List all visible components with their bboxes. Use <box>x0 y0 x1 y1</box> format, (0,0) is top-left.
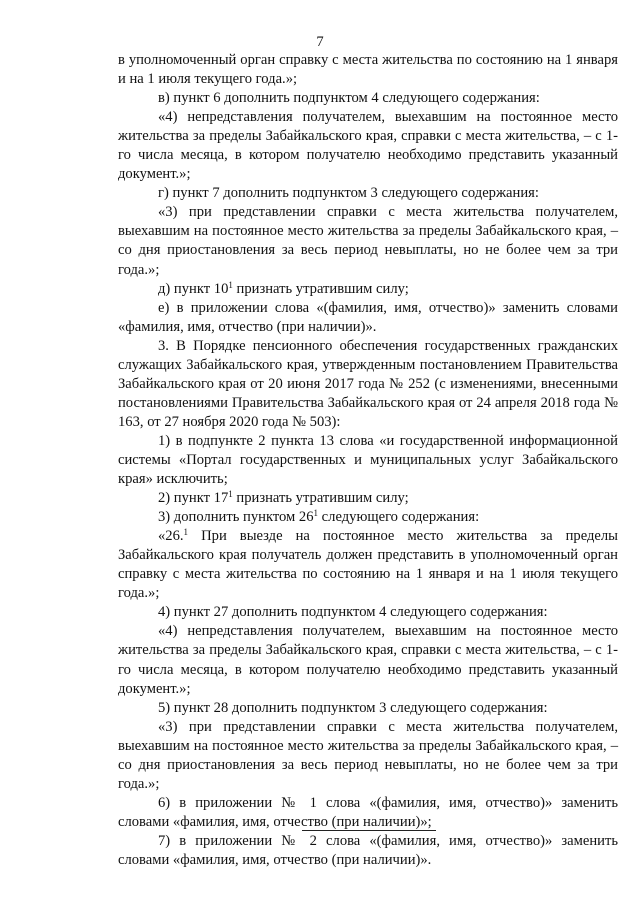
paragraph-text-post: признать утратившим силу; <box>232 490 409 507</box>
paragraph-text-pre: 3) дополнить пунктом 26 <box>158 509 314 526</box>
paragraph-section-3: 3. В Порядке пенсионного обеспечения государственных гражданских служащих Забайкальского края, утвержденным постановлением Правительства Забайкальского края от 20 июня 2017 года № 252 (с изменениями, внесенными постановлениями Правительства Забайкальского края от 24 апреля 2018 года № 163, от 27 ноября 2020 года № 503): <box>118 337 618 430</box>
paragraph-item-4: 4) пункт 27 дополнить подпунктом 4 следующего содержания: <box>158 604 548 621</box>
end-divider-line <box>302 830 436 831</box>
paragraph-item-2 <box>118 489 618 508</box>
paragraph-text-post: При выезде на постоянное место жительства за пределы Забайкальского края получатель должен представить в уполномоченный орган справку с места жительства по состоянию на 1 января и на 1 июля текущего года.»; <box>118 528 618 602</box>
paragraph-text-pre: «26. <box>158 528 184 545</box>
paragraph-point-26-1-text <box>118 527 618 603</box>
paragraph-text-post: следующего содержания: <box>318 509 480 526</box>
superscript: 1 <box>228 279 233 290</box>
document-body <box>118 51 618 870</box>
paragraph-item-3 <box>118 508 618 527</box>
paragraph-subpoint-3-text: «3) при представлении справки с места жительства получателем, выехавшим на постоянное место жительства за пределы Забайкальского края, – со дня приостановления за весь период невыплаты, но не более чем за три года.»; <box>118 204 618 278</box>
superscript: 1 <box>183 527 189 538</box>
paragraph-text-pre: 2) пункт 17 <box>158 490 229 507</box>
superscript: 1 <box>313 508 319 519</box>
paragraph-point-10-1-void <box>118 280 618 299</box>
paragraph-subpoint-4-text: «4) непредставления получателем, выехавшим на постоянное место жительства за пределы Забайкальского края, справки с места жительства, – с 1-го числа месяца, в котором получателю необходимо представить указанный документ.»; <box>118 109 618 183</box>
paragraph-item-1: 1) в подпункте 2 пункта 13 слова «и государственной информационной системы «Портал государственных и муниципальных услуг Забайкальского края» исключить; <box>118 432 618 488</box>
paragraph-item-5: 5) пункт 28 дополнить подпунктом 3 следующего содержания: <box>158 699 548 716</box>
paragraph-amend-point-7: г) пункт 7 дополнить подпунктом 3 следующего содержания: <box>158 185 539 202</box>
paragraph-item-4-text: «4) непредставления получателем, выехавшим на постоянное место жительства за пределы Забайкальского края, справки с места жительства, – с 1-го числа месяца, в котором получателю необходимо представить указанный документ.»; <box>118 623 618 697</box>
paragraph-text-post: признать утратившим силу; <box>232 280 409 297</box>
paragraph-item-7: 7) в приложении № 2 слова «(фамилия, имя, отчество)» заменить словами «фамилия, имя, отчество (при наличии)». <box>118 832 618 868</box>
paragraph-amend-point-6: в) пункт 6 дополнить подпунктом 4 следующего содержания: <box>158 90 540 107</box>
paragraph-appendix-words: е) в приложении слова «(фамилия, имя, отчество)» заменить словами «фамилия, имя, отчество (при наличии)». <box>118 299 618 335</box>
page-number: 7 <box>316 34 324 50</box>
superscript: 1 <box>228 489 233 500</box>
paragraph-item-6: 6) в приложении № 1 слова «(фамилия, имя, отчество)» заменить словами «фамилия, имя, отчество (при наличии)»; <box>118 794 618 830</box>
paragraph-item-5-text: «3) при представлении справки с места жительства получателем, выехавшим на постоянное место жительства за пределы Забайкальского края, – со дня приостановления за весь период невыплаты, но не более чем за три года.»; <box>118 718 618 792</box>
paragraph-text-pre: д) пункт 10 <box>158 280 229 297</box>
paragraph-continuation: в уполномоченный орган справку с места жительства по состоянию на 1 января и на 1 июля текущего года.»; <box>118 52 618 88</box>
